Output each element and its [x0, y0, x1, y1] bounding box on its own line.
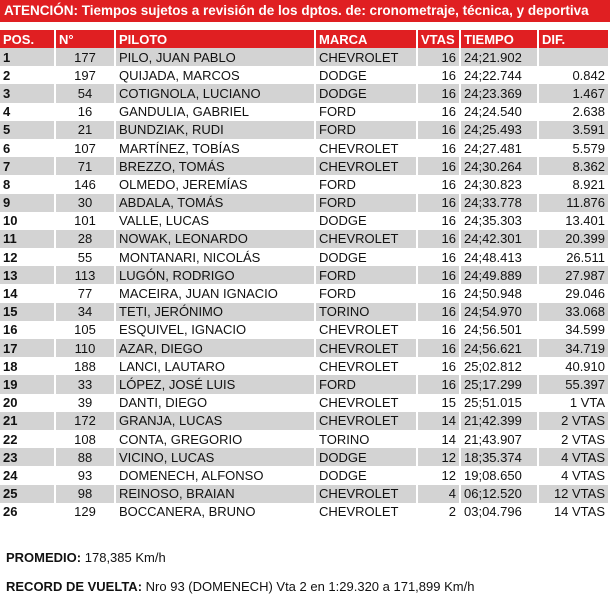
cell-laps: 16	[417, 266, 460, 284]
cell-position: 10	[0, 212, 55, 230]
cell-car-number: 113	[55, 266, 115, 284]
results-table	[0, 30, 608, 521]
cell-driver: MONTANARI, NICOLÁS	[115, 248, 315, 266]
cell-difference: 26.511	[538, 248, 608, 266]
cell-make: CHEVROLET	[315, 48, 417, 66]
cell-driver: OLMEDO, JEREMÍAS	[115, 175, 315, 193]
cell-driver: AZAR, DIEGO	[115, 339, 315, 357]
cell-difference: 8.921	[538, 175, 608, 193]
cell-position: 22	[0, 430, 55, 448]
cell-difference: 2 VTAS	[538, 412, 608, 430]
table-row	[0, 284, 608, 302]
cell-time: 24;27.481	[460, 139, 538, 157]
header-driver: PILOTO	[115, 30, 315, 48]
table-row	[0, 321, 608, 339]
lap-record-line	[6, 579, 474, 594]
cell-position: 15	[0, 303, 55, 321]
cell-time: 21;43.907	[460, 430, 538, 448]
cell-laps: 16	[417, 84, 460, 102]
cell-make: DODGE	[315, 466, 417, 484]
cell-difference: 1.467	[538, 84, 608, 102]
cell-difference: 5.579	[538, 139, 608, 157]
cell-driver: VICINO, LUCAS	[115, 448, 315, 466]
cell-car-number: 39	[55, 394, 115, 412]
cell-laps: 16	[417, 357, 460, 375]
cell-position: 23	[0, 448, 55, 466]
cell-car-number: 54	[55, 84, 115, 102]
table-row	[0, 230, 608, 248]
cell-driver: DOMENECH, ALFONSO	[115, 466, 315, 484]
cell-car-number: 105	[55, 321, 115, 339]
header-pos: POS.	[0, 30, 55, 48]
table-row	[0, 303, 608, 321]
cell-car-number: 77	[55, 284, 115, 302]
cell-driver: MARTÍNEZ, TOBÍAS	[115, 139, 315, 157]
cell-time: 24;49.889	[460, 266, 538, 284]
cell-time: 24;42.301	[460, 230, 538, 248]
cell-time: 21;42.399	[460, 412, 538, 430]
cell-driver: BREZZO, TOMÁS	[115, 157, 315, 175]
cell-time: 24;25.493	[460, 121, 538, 139]
cell-position: 19	[0, 375, 55, 393]
header-time: TIEMPO	[460, 30, 538, 48]
cell-make: CHEVROLET	[315, 321, 417, 339]
cell-time: 25;02.812	[460, 357, 538, 375]
cell-time: 24;30.264	[460, 157, 538, 175]
cell-laps: 16	[417, 48, 460, 66]
cell-make: FORD	[315, 194, 417, 212]
cell-driver: GRANJA, LUCAS	[115, 412, 315, 430]
cell-car-number: 129	[55, 503, 115, 521]
cell-time: 18;35.374	[460, 448, 538, 466]
cell-time: 24;21.902	[460, 48, 538, 66]
cell-laps: 16	[417, 248, 460, 266]
cell-laps: 16	[417, 375, 460, 393]
cell-laps: 2	[417, 503, 460, 521]
cell-position: 8	[0, 175, 55, 193]
cell-position: 3	[0, 84, 55, 102]
cell-driver: LÓPEZ, JOSÉ LUIS	[115, 375, 315, 393]
cell-position: 2	[0, 66, 55, 84]
table-row	[0, 139, 608, 157]
cell-make: DODGE	[315, 66, 417, 84]
cell-car-number: 21	[55, 121, 115, 139]
cell-car-number: 88	[55, 448, 115, 466]
header-number: N°	[55, 30, 115, 48]
cell-position: 21	[0, 412, 55, 430]
cell-laps: 4	[417, 485, 460, 503]
cell-driver: LANCI, LAUTARO	[115, 357, 315, 375]
cell-position: 14	[0, 284, 55, 302]
cell-car-number: 16	[55, 103, 115, 121]
cell-make: CHEVROLET	[315, 412, 417, 430]
cell-difference: 20.399	[538, 230, 608, 248]
cell-position: 17	[0, 339, 55, 357]
cell-laps: 16	[417, 66, 460, 84]
cell-difference: 55.397	[538, 375, 608, 393]
cell-car-number: 30	[55, 194, 115, 212]
cell-position: 24	[0, 466, 55, 484]
cell-make: CHEVROLET	[315, 503, 417, 521]
lap-record-label: RECORD DE VUELTA:	[6, 579, 143, 594]
cell-time: 24;22.744	[460, 66, 538, 84]
table-row	[0, 339, 608, 357]
cell-car-number: 146	[55, 175, 115, 193]
table-row	[0, 357, 608, 375]
cell-difference: 34.599	[538, 321, 608, 339]
cell-position: 18	[0, 357, 55, 375]
cell-driver: GANDULIA, GABRIEL	[115, 103, 315, 121]
cell-position: 7	[0, 157, 55, 175]
cell-time: 19;08.650	[460, 466, 538, 484]
cell-make: DODGE	[315, 248, 417, 266]
cell-laps: 16	[417, 339, 460, 357]
table-row	[0, 485, 608, 503]
cell-laps: 16	[417, 212, 460, 230]
cell-difference: 40.910	[538, 357, 608, 375]
cell-car-number: 55	[55, 248, 115, 266]
cell-difference: 29.046	[538, 284, 608, 302]
cell-make: FORD	[315, 284, 417, 302]
cell-position: 25	[0, 485, 55, 503]
table-row	[0, 48, 608, 66]
cell-difference: 0.842	[538, 66, 608, 84]
cell-driver: CONTA, GREGORIO	[115, 430, 315, 448]
cell-laps: 16	[417, 175, 460, 193]
cell-car-number: 33	[55, 375, 115, 393]
cell-make: CHEVROLET	[315, 339, 417, 357]
cell-time: 24;56.501	[460, 321, 538, 339]
cell-car-number: 108	[55, 430, 115, 448]
cell-position: 26	[0, 503, 55, 521]
cell-laps: 14	[417, 412, 460, 430]
header-make: MARCA	[315, 30, 417, 48]
cell-laps: 16	[417, 139, 460, 157]
cell-make: FORD	[315, 266, 417, 284]
cell-driver: NOWAK, LEONARDO	[115, 230, 315, 248]
cell-position: 6	[0, 139, 55, 157]
average-speed-line	[6, 550, 166, 565]
cell-position: 11	[0, 230, 55, 248]
cell-position: 5	[0, 121, 55, 139]
cell-difference: 2 VTAS	[538, 430, 608, 448]
cell-make: FORD	[315, 103, 417, 121]
cell-driver: MACEIRA, JUAN IGNACIO	[115, 284, 315, 302]
cell-make: TORINO	[315, 430, 417, 448]
cell-driver: LUGÓN, RODRIGO	[115, 266, 315, 284]
table-row	[0, 84, 608, 102]
cell-difference: 4 VTAS	[538, 466, 608, 484]
cell-difference: 27.987	[538, 266, 608, 284]
cell-make: DODGE	[315, 448, 417, 466]
cell-position: 16	[0, 321, 55, 339]
cell-difference: 3.591	[538, 121, 608, 139]
table-row	[0, 212, 608, 230]
cell-laps: 16	[417, 321, 460, 339]
cell-car-number: 101	[55, 212, 115, 230]
cell-make: FORD	[315, 175, 417, 193]
table-row	[0, 121, 608, 139]
cell-driver: DANTI, DIEGO	[115, 394, 315, 412]
table-row	[0, 503, 608, 521]
cell-car-number: 110	[55, 339, 115, 357]
table-row	[0, 103, 608, 121]
cell-car-number: 172	[55, 412, 115, 430]
table-row	[0, 466, 608, 484]
cell-time: 06;12.520	[460, 485, 538, 503]
cell-make: CHEVROLET	[315, 485, 417, 503]
cell-difference: 34.719	[538, 339, 608, 357]
cell-time: 24;30.823	[460, 175, 538, 193]
cell-difference	[538, 48, 608, 66]
cell-driver: BOCCANERA, BRUNO	[115, 503, 315, 521]
cell-car-number: 177	[55, 48, 115, 66]
cell-difference: 14 VTAS	[538, 503, 608, 521]
cell-difference: 2.638	[538, 103, 608, 121]
cell-driver: COTIGNOLA, LUCIANO	[115, 84, 315, 102]
cell-time: 24;33.778	[460, 194, 538, 212]
lap-record-value: Nro 93 (DOMENECH) Vta 2 en 1:29.320 a 171,899 Km/h	[145, 579, 475, 594]
cell-car-number: 107	[55, 139, 115, 157]
header-diff: DIF.	[538, 30, 608, 48]
table-row	[0, 412, 608, 430]
cell-driver: VALLE, LUCAS	[115, 212, 315, 230]
cell-time: 03;04.796	[460, 503, 538, 521]
cell-laps: 16	[417, 230, 460, 248]
cell-laps: 16	[417, 284, 460, 302]
cell-difference: 12 VTAS	[538, 485, 608, 503]
cell-position: 13	[0, 266, 55, 284]
cell-difference: 4 VTAS	[538, 448, 608, 466]
table-row	[0, 194, 608, 212]
cell-position: 12	[0, 248, 55, 266]
cell-make: DODGE	[315, 212, 417, 230]
cell-time: 25;51.015	[460, 394, 538, 412]
revision-notice-banner: ATENCIÓN: Tiempos sujetos a revisión de los dptos. de: cronometraje, técnica, y deportiva	[0, 0, 610, 22]
cell-make: FORD	[315, 375, 417, 393]
cell-car-number: 197	[55, 66, 115, 84]
cell-time: 24;23.369	[460, 84, 538, 102]
cell-position: 1	[0, 48, 55, 66]
cell-car-number: 98	[55, 485, 115, 503]
cell-time: 25;17.299	[460, 375, 538, 393]
cell-driver: BUNDZIAK, RUDI	[115, 121, 315, 139]
cell-laps: 16	[417, 194, 460, 212]
table-row	[0, 448, 608, 466]
cell-time: 24;50.948	[460, 284, 538, 302]
cell-position: 4	[0, 103, 55, 121]
cell-make: DODGE	[315, 84, 417, 102]
cell-make: CHEVROLET	[315, 139, 417, 157]
cell-difference: 13.401	[538, 212, 608, 230]
table-row	[0, 66, 608, 84]
cell-time: 24;54.970	[460, 303, 538, 321]
cell-difference: 1 VTA	[538, 394, 608, 412]
cell-car-number: 188	[55, 357, 115, 375]
cell-car-number: 34	[55, 303, 115, 321]
cell-laps: 15	[417, 394, 460, 412]
cell-make: CHEVROLET	[315, 157, 417, 175]
table-row	[0, 394, 608, 412]
cell-laps: 12	[417, 466, 460, 484]
cell-difference: 11.876	[538, 194, 608, 212]
cell-car-number: 93	[55, 466, 115, 484]
header-laps: VTAS	[417, 30, 460, 48]
cell-make: TORINO	[315, 303, 417, 321]
cell-make: CHEVROLET	[315, 230, 417, 248]
average-label: PROMEDIO:	[6, 550, 82, 565]
table-row	[0, 375, 608, 393]
cell-difference: 8.362	[538, 157, 608, 175]
cell-time: 24;56.621	[460, 339, 538, 357]
table-row	[0, 157, 608, 175]
cell-driver: REINOSO, BRAIAN	[115, 485, 315, 503]
table-header-row	[0, 30, 608, 48]
cell-make: CHEVROLET	[315, 394, 417, 412]
cell-position: 20	[0, 394, 55, 412]
table-row	[0, 175, 608, 193]
cell-time: 24;48.413	[460, 248, 538, 266]
cell-car-number: 28	[55, 230, 115, 248]
table-row	[0, 430, 608, 448]
cell-laps: 14	[417, 430, 460, 448]
cell-driver: ESQUIVEL, IGNACIO	[115, 321, 315, 339]
cell-make: CHEVROLET	[315, 357, 417, 375]
cell-laps: 16	[417, 121, 460, 139]
cell-position: 9	[0, 194, 55, 212]
cell-laps: 16	[417, 157, 460, 175]
table-row	[0, 266, 608, 284]
cell-time: 24;24.540	[460, 103, 538, 121]
cell-laps: 12	[417, 448, 460, 466]
cell-difference: 33.068	[538, 303, 608, 321]
cell-make: FORD	[315, 121, 417, 139]
cell-driver: QUIJADA, MARCOS	[115, 66, 315, 84]
cell-driver: TETI, JERÓNIMO	[115, 303, 315, 321]
cell-driver: PILO, JUAN PABLO	[115, 48, 315, 66]
cell-laps: 16	[417, 303, 460, 321]
average-value: 178,385 Km/h	[84, 550, 166, 565]
table-row	[0, 248, 608, 266]
cell-driver: ABDALA, TOMÁS	[115, 194, 315, 212]
results-body	[0, 48, 608, 521]
cell-time: 24;35.303	[460, 212, 538, 230]
cell-car-number: 71	[55, 157, 115, 175]
cell-laps: 16	[417, 103, 460, 121]
